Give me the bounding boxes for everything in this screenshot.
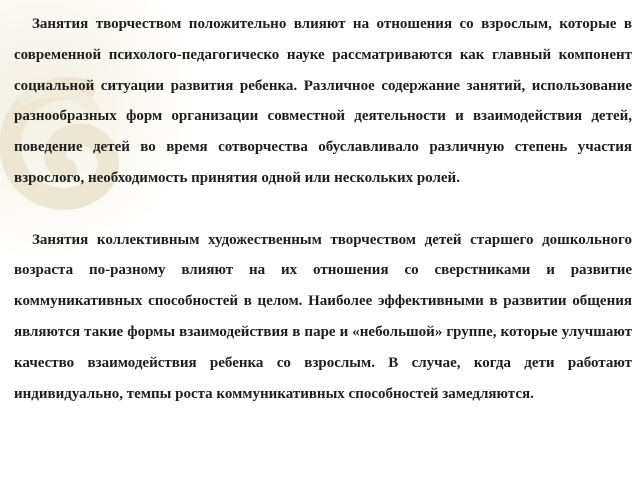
paragraph-2: Занятия коллективным художественным творчеством детей старшего дошкольного возраста по-разному влияют на их отношения со сверстниками и развитие коммуникативных способностей в целом. Наиболее эффективными в развитии общения являются такие формы взаимодействия в паре и «небольшой» группе, которые улучшают качество взаимодействия ребенка со взрослым. В случае, когда дети работают индивидуально, темпы роста коммуникативных способностей замедляются.	[14, 231, 632, 402]
paragraph-1: Занятия творчеством положительно влияют на отношения со взрослым, которые в современной психолого-педагогическо науке рассматриваются как главный компонент социальной ситуации развития ребенка. Различное содержание занятий, использование разнообразных форм организации совместной деятельности и взаимодействия детей, поведение детей во время сотворчества обуславливало различную степень участия взрослого, необходимость принятия одной или нескольких ролей.	[14, 16, 632, 186]
body-text	[14, 9, 632, 409]
